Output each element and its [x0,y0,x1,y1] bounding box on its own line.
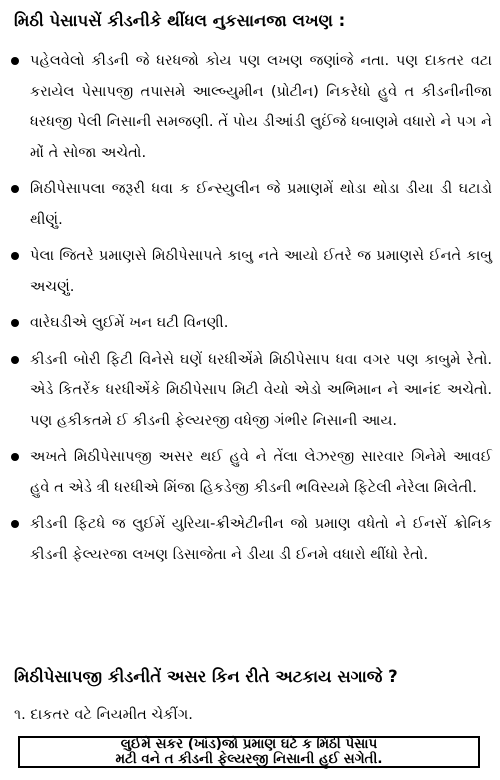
section-heading-symptoms: મિઠી પેસાપસેં કીડનીકે થીંધલ નુકસાનજા લખણ : [14,11,346,30]
bullet-icon [11,57,19,65]
list-item [0,509,500,570]
bullet-icon [11,319,19,327]
list-item-text: કીડની ફિટધે જ લુઈમેં યુરિયા-ક્રીએટીનીન જો પ્રમાણ વધેતો ને ઈનસેં ક્રોનિક કીડની ફેલ્યરજા લખણ ડિસાજેતા ને ડીયા ડી ઈનમે વધારો થીંધો રેતો. [30,515,492,563]
list-item [0,308,500,339]
list-item-text: પહેલવેલો કીડની જે ધરધજો કોય પણ લખણ જણાંજે નતા. પણ દાકતર વટા કરાયેલ પેસાપજી તપાસમે આલ્બ્યુમીન (પ્રોટીન) નિકરેધો હુવે ત કીડનીનીજા ધરધજી પેલી નિસાની સમજણી. તેં પોય ડીઆંડી લુઈંજે ધબાણમે વધારો ને પગ ને મોં તે સોજા અચેતો. [30,52,492,161]
list-item [0,345,500,437]
list-item [0,46,500,168]
bullet-icon [11,252,19,260]
numbered-item: ૧. દાકતર વટે નિયમીત ચેકીંગ. [14,706,193,723]
bullet-icon [11,356,19,364]
callout-line: લુઈમેં સકર (ખાંડ)જો પ્રમાણ ઘટે ક મિઠી પેસાપ [120,736,378,752]
callout-box [18,736,480,768]
list-item-text: વારેઘડીએ લુઈમેં ખન ઘટી વિનણી. [30,314,229,331]
list-item-text: પેલા જિતરે પ્રમાણસે મિઠીપેસાપતે કાબુ નતે આયો ઈતરે જ પ્રમાણસે ઈનતે કાબુ અચણું. [30,247,492,295]
list-item [0,174,500,235]
section-heading-prevention: મિઠીપેસાપજી કીડનીતેં અસર કિન રીતે અટકાય સગાજે ? [14,667,398,686]
list-item [0,241,500,302]
list-item-text: મિઠીપેસાપલા જરૂરી ધવા ક ઈન્સ્યુલીન જે પ્રમાણમેં થોડા થોડા ડીયા ડી ઘટાડો થીણું. [30,180,492,228]
list-item-text: અખતે મિઠીપેસાપજી અસર થઈ હુવે ને તેંલા લેઝરજી સારવાર ગિનેમે આવઈ હુવે ત એડે ત્રી ધરધીએ મિંજા હિકડેજી કીડની ભવિસ્યમે ફિટેલી નેરેલા મિલેતી. [30,448,492,496]
list-item [0,442,500,503]
bullet-icon [11,520,19,528]
symptom-list [0,46,500,576]
list-item-text: કીડની બોરી ફિટી વિનેસે ઘણેં ધરધીએંમે મિઠીપેસાપ ધવા વગર પણ કાબુમે રેતો. એડે કિતરેંક ધરધીએંકે મિઠીપેસાપ મિટી વેયો એડો અભિમાન ને આનંદ અચેતો. પણ હકીકતમે ઈ કીડની ફેલ્યરજી વધેજી ગંભીર નિસાની આય. [30,350,492,429]
bullet-icon [11,185,19,193]
bullet-icon [11,453,19,461]
callout-line: મટી વને ત કીડની ફેલ્યરજી નિસાની હુઈ સગેતી. [115,751,383,767]
